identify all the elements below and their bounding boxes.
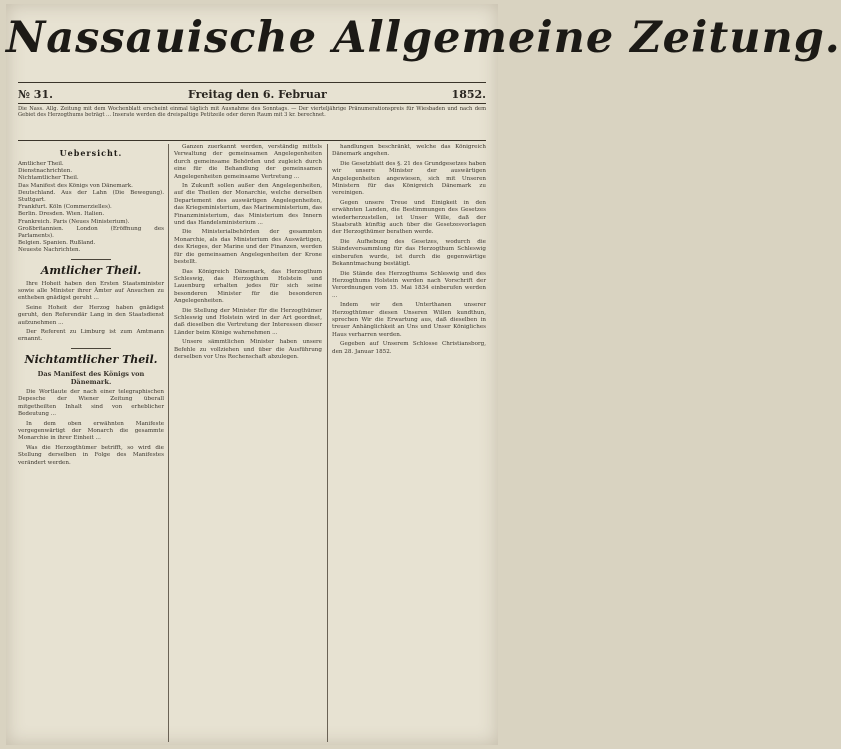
- column-separator: [327, 144, 328, 742]
- nonofficial-section-heading: Nichtamtlicher Theil.: [24, 352, 158, 366]
- official-paragraph: Der Referent zu Limburg ist zum Amtmann ernannt.: [18, 329, 164, 343]
- column-separator: [168, 144, 169, 742]
- divider: [71, 259, 111, 260]
- divider: [71, 348, 111, 349]
- article-paragraph: In Zukunft sollen außer den Angelegenheiten, auf die Theilen der Monarchie, welche derselben Departement des auswärtigen Angelegenheiten, das Kriegsministerium, das Marineministerium, das Finanzministerium, das Ministerium des Innern und das Handelsministerium ...: [174, 183, 322, 227]
- masthead-title: Nassauische Allgemeine Zeitung.: [6, 13, 841, 63]
- notice-rule: [18, 140, 486, 141]
- official-paragraph: Ihre Hoheit haben den Ersten Staatsminister sowie alle Minister ihrer Ämter auf Ansuchen zu entheben gnädigst geruht ...: [18, 280, 164, 302]
- official-section-heading: Amtlicher Theil.: [40, 263, 142, 277]
- toc-item: Belgien. Spanien. Rußland.: [18, 240, 96, 247]
- column-2: [174, 144, 322, 742]
- toc-title: Uebersicht.: [59, 148, 123, 158]
- toc-item: Deutschland. Aus der Lahn (Die Bewegung). Stuttgart.: [18, 189, 164, 204]
- article-paragraph: Indem wir den Unterthanen unserer Herzogthümer diesen Unseren Willen kundthun, sprechen Wir die Erwartung aus, daß dieselben in treuer Anhänglichkeit an Uns und Unser Königliches Haus verharren werden.: [332, 302, 486, 338]
- toc-item: Berlin. Dresden. Wien. Italien.: [18, 211, 105, 218]
- manifest-paragraph: Was die Herzogthümer betrifft, so wird die Stellung derselben in Folge des Manifestes verändert werden.: [18, 444, 164, 466]
- issue-date: Freitag den 6. Februar: [188, 88, 327, 101]
- masthead-rule-bottom: [18, 103, 486, 104]
- article-paragraph: Die Aufhebung des Gesetzes, wodurch die Ständeversammlung für das Herzogthum Schleswig einberufen wurde, ist durch die gegenwärtige Bekanntmachung bestätigt.: [332, 238, 486, 268]
- toc-item: Nichtamtlicher Theil.: [18, 175, 79, 182]
- article-paragraph: Die Gesetzblatt des §. 21 des Grundgesetzes haben wir unsere Minister der auswärtigen Angelegenheiten angewiesen, sich mit Unseren Ministern für das Königreich Dänemark zu vereinigen.: [332, 160, 486, 197]
- toc-item: Frankfurt. Köln (Commerzielles).: [18, 204, 112, 211]
- article-paragraph: Gegen unsere Treue und Einigkeit in den erwähnten Landen, die Bestimmungen des Gesetzes wiederherzustellen, ist Unser Wille, daß der Staatsrath künftig auch über die Gesetzesvorlagen der Herzogthümer berathen werde.: [332, 199, 486, 236]
- subscription-notice: Die Nass. Allg. Zeitung mit dem Wochenblatt erscheint einmal täglich mit Ausnahme des Sonntags. — Der vierteljährige Pränumerationspreis für Wiesbaden und nach dem Gebiet des Herzogthums beträgt ... Inserate werden die dreispaltige Petitzeile oder deren Raum mit 3 kr. berechnet.: [18, 106, 486, 119]
- article-paragraph: Die Stände des Herzogthums Schleswig und des Herzogthums Holstein werden nach Vorschrift der Verordnungen vom 15. Mai 1834 einberufen werden ...: [332, 270, 486, 299]
- manifest-paragraph: In dem oben erwähnten Manifeste vergegenwärtigt der Monarch die gesammte Monarchie in ihrer Einheit ...: [18, 420, 164, 442]
- toc-item: Großbritannien. London (Eröffnung des Parlaments).: [18, 225, 164, 240]
- newspaper-page: [6, 4, 841, 745]
- column-1: [18, 144, 164, 742]
- official-paragraph: Seine Hoheit der Herzog haben gnädigst geruht, den Referendär Lang in den Staatsdienst aufzunehmen ...: [18, 304, 164, 326]
- article-paragraph: Das Königreich Dänemark, das Herzogthum Schleswig, das Herzogthum Holstein und Lauenburg erhalten jedes für sich seine besonderen Minister für die besonderen Angelegenheiten.: [174, 268, 322, 305]
- manifest-headline: Das Manifest des Königs von Dänemark.: [37, 369, 145, 386]
- article-paragraph: Gegeben auf Unserem Schlosse Christiansborg, den 28. Januar 1852.: [332, 341, 486, 355]
- article-paragraph: Die Stellung der Minister für die Herzogthümer Schleswig und Holstein wird in der Art geordnet, daß dieselben die Vertretung der Interessen dieser Länder beim Könige wahrnehmen ...: [174, 307, 322, 336]
- manifest-paragraph: Die Wortlaute der nach einer telegraphischen Depesche der Wiener Zeitung überall mitgetheilten Inhalt sind von erheblicher Bedeutung ...: [18, 388, 164, 418]
- article-paragraph: handlungen beschränkt, welche das Königreich Dänemark angehen.: [332, 144, 486, 158]
- issue-number: № 31.: [18, 88, 53, 101]
- toc-item: Dienstnachrichten.: [18, 168, 73, 175]
- masthead-rule-top: [18, 82, 486, 83]
- column-3: [332, 144, 486, 742]
- issue-year: 1852.: [451, 88, 486, 101]
- article-paragraph: Die Ministerialbehörden der gesammten Monarchie, als das Ministerium des Auswärtigen, des Krieges, der Marine und der Finanzen, werden für die gemeinsamen Angelegenheiten der Krone bestellt.: [174, 229, 322, 266]
- toc-list: [18, 161, 164, 255]
- toc-item: Neueste Nachrichten.: [18, 247, 81, 254]
- article-paragraph: Ganzen zuerkannt werden, verständig mittels Verwaltung der gemeinsamen Angelegenheiten durch gemeinsame Behörden und zugleich durch eine für die Behandlung der gemeinsamen Angelegenheiten gemeinsame Vertretung ...: [174, 144, 322, 180]
- article-paragraph: Unsere sämmtlichen Minister haben unsere Befehle zu vollziehen und über die Ausführung derselben vor Uns Rechenschaft abzulegen.: [174, 339, 322, 360]
- toc-item: Frankreich. Paris (Neues Ministerium).: [18, 218, 130, 225]
- toc-item: Das Manifest des Königs von Dänemark.: [18, 182, 133, 189]
- toc-item: Amtlicher Theil.: [18, 161, 64, 167]
- issue-row: [18, 88, 486, 102]
